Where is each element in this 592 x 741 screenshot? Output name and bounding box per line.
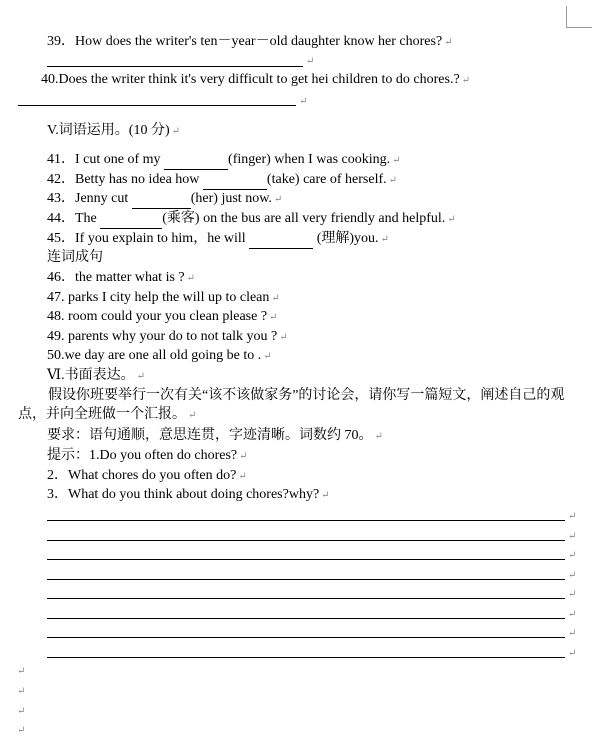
paragraph-mark-icon: ↵: [17, 725, 26, 736]
hint-2: 2．What chores do you often do? ↵: [47, 468, 247, 483]
hint-3: 3．What do you think about doing chores?why? ↵: [47, 487, 330, 502]
answer-line-40: [18, 105, 296, 106]
paragraph-mark-icon: ↵: [568, 511, 577, 522]
section-v-heading: [47, 122, 180, 141]
writing-line[interactable]: [47, 637, 565, 638]
question-39-text: 39．How does the writer's ten－year－old daughter know her chores?: [47, 34, 443, 49]
paragraph-mark-icon: ↵: [568, 608, 577, 620]
question-42: 42．Betty has no idea how (take) care of herself. ↵: [47, 171, 397, 190]
answer-line-39: [47, 66, 303, 67]
paragraph-mark-icon: ↵: [374, 431, 383, 442]
paragraph-mark-icon: ↵: [321, 490, 330, 501]
section-v-title: V.词语运用。(10 分): [47, 123, 170, 138]
blank-41[interactable]: [164, 155, 228, 170]
section-vi-heading: [47, 367, 145, 386]
writing-line[interactable]: [47, 618, 565, 619]
paragraph-mark-icon: ↵: [269, 312, 278, 323]
paragraph-mark-icon: ↵: [188, 410, 197, 421]
paragraph-mark-icon: ↵: [171, 126, 181, 137]
paragraph-mark-icon: ↵: [568, 628, 577, 639]
question-45: 45．If you explain to him，he will (理解)you. ↵: [47, 230, 389, 249]
writing-line[interactable]: [47, 579, 565, 580]
crop-mark-vertical: [566, 6, 567, 28]
paragraph-mark-icon: ↵: [279, 332, 288, 343]
answer-40-end: [297, 92, 307, 111]
paragraph-mark-icon: ↵: [17, 666, 26, 677]
question-49: 49. parents why your do to not talk you ? ↵: [47, 329, 288, 344]
paragraph-mark-icon: ↵: [17, 706, 26, 717]
question-43: 43．Jenny cut (her) just now. ↵: [47, 190, 282, 209]
question-50: 50.we day are one all old going be to . ↵: [47, 348, 272, 363]
paragraph-mark-icon: ↵: [568, 530, 577, 542]
paragraph-mark-icon: ↵: [461, 75, 471, 86]
question-47: 47. parks I city help the will up to clean ↵: [47, 290, 280, 305]
paragraph-mark-icon: ↵: [447, 214, 456, 225]
blank-42[interactable]: [203, 175, 267, 190]
paragraph-mark-icon: ↵: [263, 351, 272, 362]
sentence-building-title: 连词成句: [47, 250, 103, 265]
writing-line[interactable]: [47, 598, 565, 599]
blank-44[interactable]: [100, 214, 162, 229]
paragraph-mark-icon: ↵: [568, 589, 577, 600]
blank-43[interactable]: [132, 194, 191, 209]
paragraph-mark-icon: ↵: [239, 451, 248, 462]
question-40: [41, 71, 470, 90]
paragraph-mark-icon: ↵: [273, 194, 283, 205]
crop-mark-horizontal: [566, 27, 592, 28]
paragraph-mark-icon: ↵: [568, 550, 577, 561]
paragraph-mark-icon: ↵: [17, 686, 26, 697]
question-39: [47, 33, 453, 52]
writing-line[interactable]: [47, 540, 565, 541]
question-48: 48. room could your you clean please ? ↵: [47, 309, 278, 324]
writing-line[interactable]: [47, 559, 565, 560]
section-vi-title: Ⅵ.书面表达。: [47, 368, 135, 383]
question-44: 44．The (乘客) on the bus are all very friendly and helpful. ↵: [47, 210, 456, 229]
paragraph-mark-icon: ↵: [299, 96, 308, 107]
paragraph-mark-icon: ↵: [306, 56, 315, 67]
question-46: 46．the matter what is ? ↵: [47, 270, 196, 285]
paragraph-mark-icon: ↵: [238, 471, 247, 482]
paragraph-mark-icon: ↵: [568, 647, 577, 659]
paragraph-mark-icon: ↵: [568, 569, 577, 581]
writing-line[interactable]: [47, 657, 565, 658]
writing-requirements: 要求：语句通顺，意思连贯，字迹清晰。词数约 70。 ↵: [47, 428, 383, 443]
question-41: 41．I cut one of my (finger) when I was cooking. ↵: [47, 151, 401, 170]
paragraph-mark-icon: ↵: [444, 37, 453, 48]
paragraph-mark-icon: ↵: [186, 273, 196, 284]
blank-45[interactable]: [249, 234, 313, 249]
answer-39-end: [304, 52, 314, 71]
hint-1: 提示：1.Do you often do chores? ↵: [47, 448, 248, 463]
paragraph-mark-icon: ↵: [380, 234, 389, 245]
paragraph-mark-icon: ↵: [271, 293, 280, 304]
question-40-text: 40.Does the writer think it's very difficult to get hei children to do chores.?: [41, 72, 460, 87]
writing-line[interactable]: [47, 520, 565, 521]
writing-prompt: 假设你班要举行一次有关“该不该做家务”的讨论会，请你写一篇短文，阐述自己的观点，并向全班做一个汇报。 ↵: [18, 388, 565, 422]
paragraph-mark-icon: ↵: [392, 155, 401, 166]
paragraph-mark-icon: ↵: [136, 371, 145, 382]
sentence-building-heading: [47, 249, 103, 267]
paragraph-mark-icon: ↵: [388, 175, 398, 186]
